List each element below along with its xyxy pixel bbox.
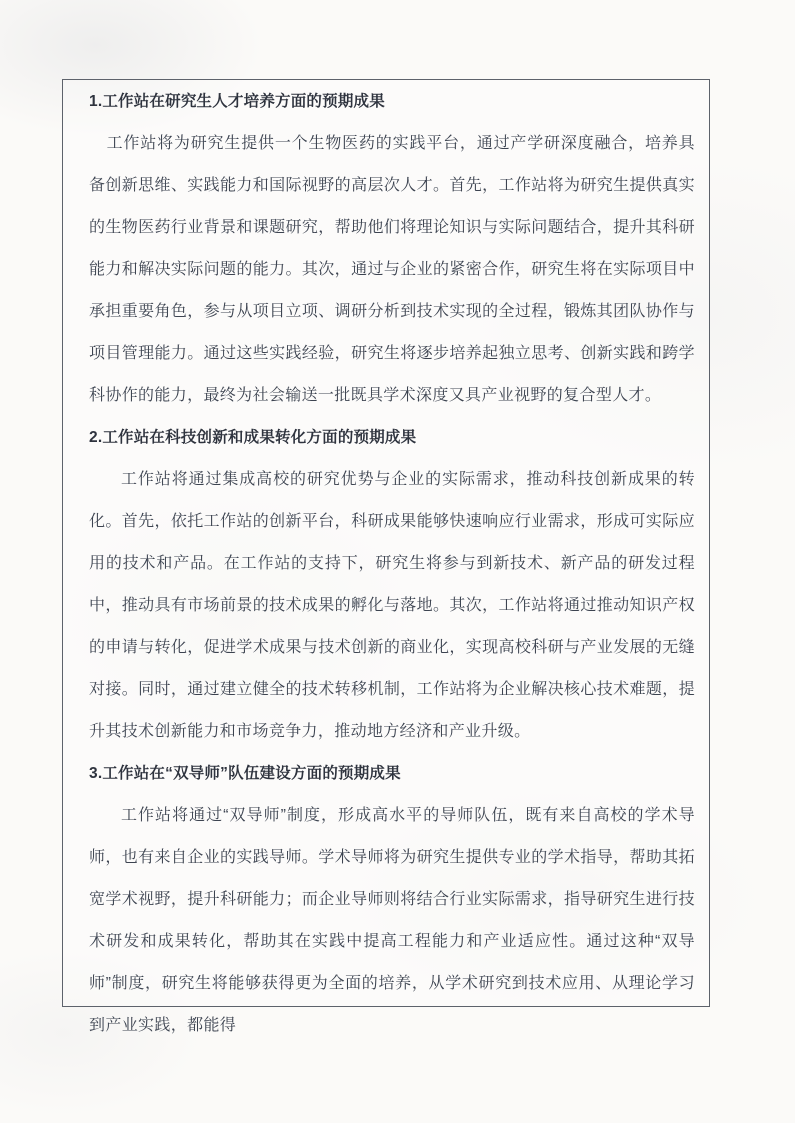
section-3-paragraph: 工作站将通过“双导师”制度，形成高水平的导师队伍，既有来自高校的学术导师，也有来自企业的实践导师。学术导师将为研究生提供专业的学术指导，帮助其拓宽学术视野，提升科研能力；而企业导师则将结合行业实际需求，指导研究生进行技术研发和成果转化，帮助其在实践中提高工程能力和产业适应性。通过这种“双导师”制度，研究生将能够获得更为全面的培养，从学术研究到技术应用、从理论学习到产业实践，都能得 — [89, 807, 695, 1034]
table-cell-border — [62, 79, 710, 1034]
section-dual-mentor — [89, 753, 695, 1047]
section-tech-innovation — [89, 417, 695, 753]
section-2-paragraph: 工作站将通过集成高校的研究优势与企业的实际需求，推动科技创新成果的转化。首先，依托工作站的创新平台，科研成果能够快速响应行业需求，形成可实际应用的技术和产品。在工作站的支持下，研究生将参与到新技术、新产品的研发过程中，推动具有市场前景的技术成果的孵化与落地。其次，工作站将通过推动知识产权的申请与转化，促进学术成果与技术创新的商业化，实现高校科研与产业发展的无缝对接。同时，通过建立健全的技术转移机制，工作站将为企业解决核心技术难题，提升其技术创新能力和市场竞争力，推动地方经济和产业升级。 — [89, 471, 695, 740]
section-3-heading: 3.工作站在“双导师”队伍建设方面的预期成果 — [89, 765, 401, 782]
section-2-heading: 2.工作站在科技创新和成果转化方面的预期成果 — [89, 429, 417, 446]
section-talent-training — [89, 81, 695, 417]
section-1-heading: 1.工作站在研究生人才培养方面的预期成果 — [89, 93, 385, 110]
section-1-paragraph: 工作站将为研究生提供一个生物医药的实践平台，通过产学研深度融合，培养具备创新思维、实践能力和国际视野的高层次人才。首先，工作站将为研究生提供真实的生物医药行业背景和课题研究，帮助他们将理论知识与实际问题结合，提升其科研能力和解决实际问题的能力。其次，通过与企业的紧密合作，研究生将在实际项目中承担重要角色，参与从项目立项、调研分析到技术实现的全过程，锻炼其团队协作与项目管理能力。通过这些实践经验，研究生将逐步培养起独立思考、创新实践和跨学科协作的能力，最终为社会输送一批既具学术深度又具产业视野的复合型人才。 — [89, 135, 695, 404]
